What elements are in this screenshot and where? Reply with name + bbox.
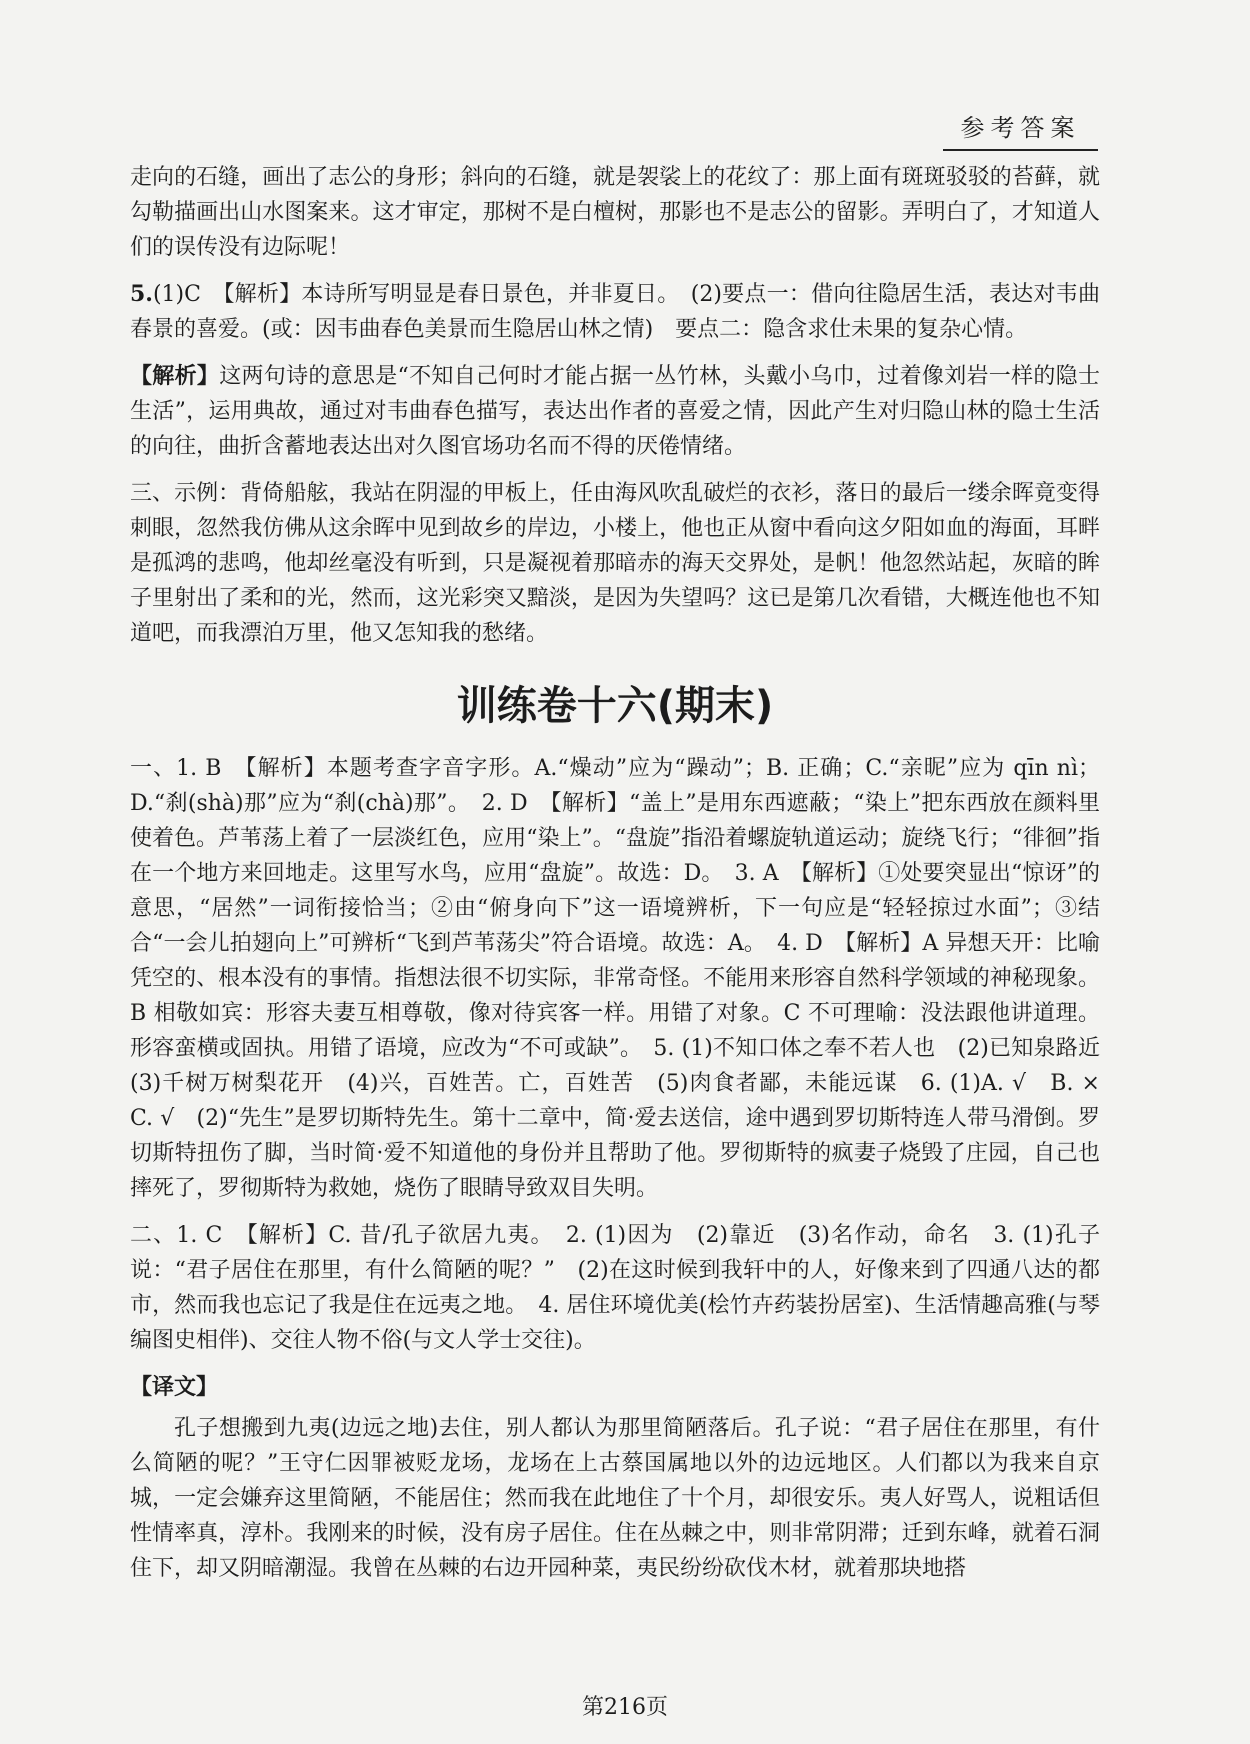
question-5 <box>130 277 1100 347</box>
part-1-answers: 一、1. B 【解析】本题考查字音字形。A.“燥动”应为“躁动”；B. 正确；C.“亲昵”应为 qīn nì；D.“刹(shà)那”应为“刹(chà)那”。 2. D 【解析】“盖上”是用东西遮蔽；“染上”把东西放在颜料里使着色。芦苇荡上着了一层淡红色，应用“染上”。“盘旋”指沿着螺旋轨道运动；旋绕飞行；“徘徊”指在一个地方来回地走。这里写水鸟，应用“盘旋”。故选：D。 3. A 【解析】①处要突显出“惊讶”的意思，“居然”一词衔接恰当；②由“俯身向下”这一语境辨析，下一句应是“轻轻掠过水面”；③结合“一会儿拍翅向上”可辨析“飞到芦苇荡尖”符合语境。故选：A。 4. D 【解析】A 异想天开：比喻凭空的、根本没有的事情。指想法很不切实际，非常奇怪。不能用来形容自然科学领域的神秘现象。B 相敬如宾：形容夫妻互相尊敬，像对待宾客一样。用错了对象。C 不可理喻：没法跟他讲道理。形容蛮横或固执。用错了语境，应改为“不可或缺”。 5. (1)不知口体之奉不若人也 (2)已知泉路近 (3)千树万树梨花开 (4)兴，百姓苦。亡，百姓苦 (5)肉食者鄙，未能远谋 6. (1)A. √ B. × C. √ (2)“先生”是罗切斯特先生。第十二章中，简·爱去送信，途中遇到罗切斯特连人带马滑倒。罗切斯特扭伤了脚，当时简·爱不知道他的身份并且帮助了他。罗彻斯特的疯妻子烧毁了庄园，自己也摔死了，罗彻斯特为救她，烧伤了眼睛导致双目失明。 <box>130 756 1123 1201</box>
question-5-number: 5. <box>130 281 153 307</box>
analysis-label: 【解析】 <box>130 363 220 389</box>
translation-text: 孔子想搬到九夷(边远之地)去住，别人都认为那里简陋落后。孔子说：“君子居住在那里，有什么简陋的呢？”王守仁因罪被贬龙场，龙场在上古蔡国属地以外的边远地区。人们都以为我来自京城，一定会嫌弃这里简陋，不能居住；然而我在此地住了十个月，却很安乐。夷人好骂人，说粗话但性情率真，淳朴。我刚来的时候，没有房子居住。住在丛棘之中，则非常阴滞；迁到东峰，就着石洞住下，却又阴暗潮湿。我曾在丛棘的右边开园种菜，夷民纷纷砍伐木材，就着那块地搭 <box>130 1416 1100 1581</box>
page-header-title: 参考答案 <box>943 108 1098 151</box>
prev-answer-tail: 走向的石缝，画出了志公的身形；斜向的石缝，就是袈裟上的花纹了：那上面有斑斑驳驳的苔藓，就勾勒描画出山水图案来。这才审定，那树不是白檀树，那影也不是志公的留影。弄明白了，才知道人们的误传没有边际呢！ <box>130 165 1100 260</box>
part-2-answers: 二、1. C 【解析】C. 昔/孔子欲居九夷。 2. (1)因为 (2)靠近 (3)名作动，命名 3. (1)孔子说：“君子居住在那里，有什么简陋的呢？” (2)在这时候到我轩中的人，好像来到了四通八达的都市，然而我也忘记了我是住在远夷之地。 4. 居住环境优美(桧竹卉药装扮居室)、生活情趣高雅(与琴编图史相伴)、交往人物不俗(与文人学士交往)。 <box>130 1223 1100 1353</box>
page-number: 第216页 <box>582 1695 668 1720</box>
answer-content <box>130 160 1123 1598</box>
question-5-text: (1)C 【解析】本诗所写明显是春日景色，并非夏日。 (2)要点一：借向往隐居生活，表达对韦曲春景的喜爱。(或：因韦曲春色美景而生隐居山林之情) 要点二：隐含求仕未果的复杂心情。 <box>130 282 1100 342</box>
translation-label: 【译文】 <box>130 1374 219 1400</box>
section-title: 训练卷十六(期末) <box>456 683 774 729</box>
question-5-analysis <box>130 359 1100 464</box>
part-3-example: 三、示例：背倚船舷，我站在阴湿的甲板上，任由海风吹乱破烂的衣衫，落日的最后一缕余晖竟变得刺眼，忽然我仿佛从这余晖中见到故乡的岸边，小楼上，他也正从窗中看向这夕阳如血的海面，耳畔是孤鸿的悲鸣，他却丝毫没有听到，只是凝视着那暗赤的海天交界处，是帆！他忽然站起，灰暗的眸子里射出了柔和的光，然而，这光彩突又黯淡，是因为失望吗？这已是第几次看错，大概连他也不知道吧，而我漂泊万里，他又怎知我的愁绪。 <box>130 481 1100 646</box>
analysis-text: 这两句诗的意思是“不知自己何时才能占据一丛竹林，头戴小乌巾，过着像刘岩一样的隐士生活”，运用典故，通过对韦曲春色描写，表达出作者的喜爱之情，因此产生对归隐山林的隐士生活的向往，曲折含蓄地表达出对久图官场功名而不得的厌倦情绪。 <box>130 364 1100 459</box>
